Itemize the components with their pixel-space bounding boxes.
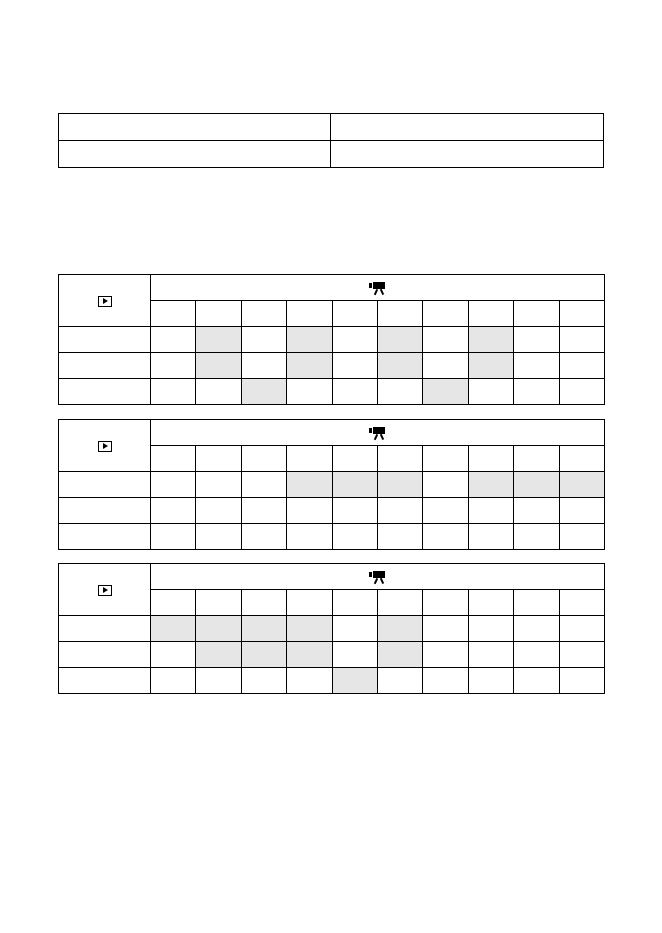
table-row bbox=[59, 379, 605, 405]
row-label bbox=[59, 524, 151, 550]
table-row bbox=[59, 472, 605, 498]
grid-cell bbox=[287, 668, 332, 694]
grid-cell bbox=[196, 379, 241, 405]
grid-cell bbox=[559, 498, 604, 524]
grid-cell bbox=[151, 327, 196, 353]
grid-cell bbox=[332, 353, 377, 379]
grid-cell-shaded bbox=[241, 379, 286, 405]
column-label bbox=[423, 446, 468, 472]
column-label bbox=[468, 590, 513, 616]
grid-corner bbox=[59, 564, 151, 616]
grid-cell bbox=[151, 353, 196, 379]
column-label bbox=[287, 590, 332, 616]
grid-cell bbox=[559, 524, 604, 550]
grid-cell bbox=[468, 379, 513, 405]
grid-cell bbox=[377, 524, 422, 550]
grid-cell bbox=[423, 498, 468, 524]
column-label bbox=[377, 590, 422, 616]
column-label bbox=[559, 446, 604, 472]
table-row bbox=[59, 642, 605, 668]
grid-cell bbox=[332, 379, 377, 405]
column-label bbox=[514, 446, 559, 472]
grid-cell-shaded bbox=[287, 472, 332, 498]
grid-cell bbox=[514, 379, 559, 405]
grid-cell bbox=[559, 379, 604, 405]
column-label bbox=[332, 301, 377, 327]
grid-cell bbox=[559, 616, 604, 642]
column-label bbox=[196, 590, 241, 616]
grid-cell bbox=[468, 616, 513, 642]
column-label bbox=[151, 590, 196, 616]
grid-header bbox=[151, 275, 605, 301]
column-label bbox=[241, 590, 286, 616]
grid-cell-shaded bbox=[377, 353, 422, 379]
grid-header bbox=[151, 420, 605, 446]
grid-cell bbox=[151, 668, 196, 694]
column-label bbox=[423, 590, 468, 616]
table-row bbox=[59, 353, 605, 379]
grid-cell bbox=[241, 668, 286, 694]
grid-cell bbox=[241, 524, 286, 550]
grid-cell bbox=[423, 616, 468, 642]
column-label bbox=[468, 446, 513, 472]
grid-cell bbox=[377, 379, 422, 405]
column-label bbox=[468, 301, 513, 327]
grid-cell-shaded bbox=[377, 642, 422, 668]
summary-cell-r1c2 bbox=[331, 114, 603, 141]
grid-cell bbox=[332, 642, 377, 668]
grid-cell bbox=[287, 379, 332, 405]
grid-cell bbox=[151, 498, 196, 524]
grid-cell bbox=[241, 353, 286, 379]
column-label bbox=[423, 301, 468, 327]
grid-cell-shaded bbox=[196, 616, 241, 642]
column-label bbox=[287, 446, 332, 472]
grid-cell bbox=[423, 353, 468, 379]
table-row bbox=[59, 327, 605, 353]
summary-cell-r2c2 bbox=[331, 141, 603, 168]
grid-cell-shaded bbox=[514, 472, 559, 498]
grid-cell bbox=[377, 498, 422, 524]
grid-corner bbox=[59, 275, 151, 327]
grid-cell-shaded bbox=[241, 616, 286, 642]
grid-cell bbox=[514, 498, 559, 524]
playback-icon bbox=[98, 585, 112, 596]
grid-cell-shaded bbox=[332, 472, 377, 498]
grid-cell bbox=[559, 642, 604, 668]
grid-cell bbox=[151, 524, 196, 550]
summary-table bbox=[58, 113, 604, 168]
column-label bbox=[559, 590, 604, 616]
grid-cell-shaded bbox=[377, 327, 422, 353]
row-label bbox=[59, 616, 151, 642]
grid-cell bbox=[423, 327, 468, 353]
compatibility-grid-1 bbox=[58, 274, 605, 405]
grid-cell-shaded bbox=[287, 642, 332, 668]
grid-cell bbox=[196, 668, 241, 694]
row-label bbox=[59, 498, 151, 524]
grid-cell bbox=[514, 353, 559, 379]
grid-cell bbox=[514, 642, 559, 668]
grid-cell bbox=[196, 472, 241, 498]
grid-cell-shaded bbox=[196, 327, 241, 353]
column-label bbox=[241, 301, 286, 327]
column-label bbox=[332, 446, 377, 472]
grid-cell-shaded bbox=[287, 616, 332, 642]
column-label bbox=[377, 446, 422, 472]
grid-cell bbox=[514, 524, 559, 550]
grid-cell bbox=[287, 524, 332, 550]
grid-corner bbox=[59, 420, 151, 472]
playback-icon bbox=[98, 296, 112, 307]
grid-cell-shaded bbox=[151, 616, 196, 642]
table-row bbox=[59, 668, 605, 694]
grid-cell bbox=[559, 327, 604, 353]
column-label bbox=[514, 301, 559, 327]
grid-cell bbox=[423, 642, 468, 668]
grid-cell-shaded bbox=[468, 353, 513, 379]
column-label bbox=[332, 590, 377, 616]
grid-cell-shaded bbox=[196, 353, 241, 379]
row-label bbox=[59, 472, 151, 498]
column-label bbox=[241, 446, 286, 472]
row-label bbox=[59, 379, 151, 405]
grid-cell bbox=[332, 498, 377, 524]
column-label bbox=[151, 446, 196, 472]
table-row bbox=[59, 524, 605, 550]
grid-cell-shaded bbox=[559, 472, 604, 498]
grid-cell bbox=[332, 327, 377, 353]
grid-cell bbox=[287, 498, 332, 524]
grid-cell-shaded bbox=[287, 327, 332, 353]
row-label bbox=[59, 642, 151, 668]
column-label bbox=[196, 301, 241, 327]
grid-cell bbox=[377, 668, 422, 694]
grid-cell bbox=[241, 472, 286, 498]
column-label bbox=[287, 301, 332, 327]
grid-cell bbox=[514, 668, 559, 694]
grid-cell bbox=[468, 524, 513, 550]
movie-camera-icon bbox=[369, 427, 387, 440]
summary-cell-r1c1 bbox=[59, 114, 331, 141]
column-label bbox=[514, 590, 559, 616]
row-label bbox=[59, 327, 151, 353]
grid-cell bbox=[241, 327, 286, 353]
grid-cell-shaded bbox=[377, 472, 422, 498]
grid-cell bbox=[332, 524, 377, 550]
grid-cell bbox=[151, 472, 196, 498]
grid-cell-shaded bbox=[196, 642, 241, 668]
grid-cell bbox=[468, 498, 513, 524]
grid-cell bbox=[514, 616, 559, 642]
summary-cell-r2c1 bbox=[59, 141, 331, 168]
grid-cell-shaded bbox=[332, 668, 377, 694]
playback-icon bbox=[98, 441, 112, 452]
grid-cell bbox=[423, 668, 468, 694]
grid-cell-shaded bbox=[468, 472, 513, 498]
grid-cell-shaded bbox=[377, 616, 422, 642]
grid-cell bbox=[332, 616, 377, 642]
grid-cell bbox=[241, 498, 286, 524]
table-row bbox=[59, 616, 605, 642]
grid-cell-shaded bbox=[241, 642, 286, 668]
column-label bbox=[377, 301, 422, 327]
row-label bbox=[59, 353, 151, 379]
column-label bbox=[559, 301, 604, 327]
grid-cell bbox=[423, 524, 468, 550]
grid-cell-shaded bbox=[287, 353, 332, 379]
grid-cell bbox=[559, 353, 604, 379]
table-row bbox=[59, 498, 605, 524]
row-label bbox=[59, 668, 151, 694]
grid-cell-shaded bbox=[423, 379, 468, 405]
grid-cell bbox=[468, 642, 513, 668]
compatibility-grid-2 bbox=[58, 419, 605, 550]
grid-cell-shaded bbox=[468, 327, 513, 353]
compatibility-grid-3 bbox=[58, 563, 605, 694]
grid-cell bbox=[423, 472, 468, 498]
grid-cell bbox=[151, 379, 196, 405]
grid-cell bbox=[196, 498, 241, 524]
grid-cell bbox=[514, 327, 559, 353]
grid-header bbox=[151, 564, 605, 590]
grid-cell bbox=[151, 642, 196, 668]
grid-cell bbox=[196, 524, 241, 550]
movie-camera-icon bbox=[369, 571, 387, 584]
column-label bbox=[151, 301, 196, 327]
grid-cell bbox=[468, 668, 513, 694]
movie-camera-icon bbox=[369, 282, 387, 295]
column-label bbox=[196, 446, 241, 472]
grid-cell bbox=[559, 668, 604, 694]
